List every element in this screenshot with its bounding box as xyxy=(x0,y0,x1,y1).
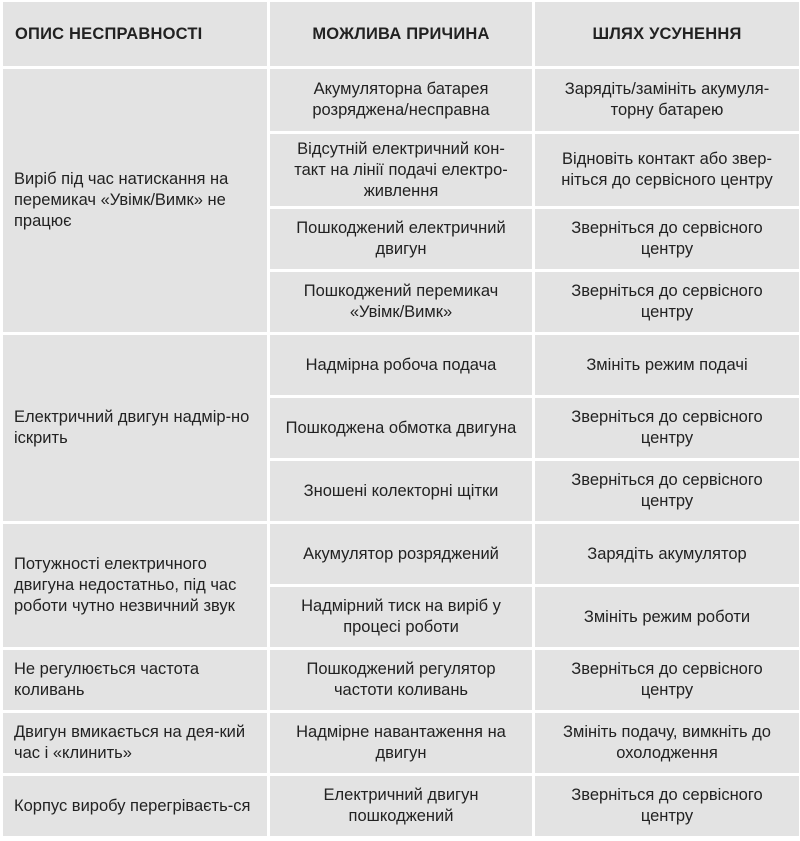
header-remedy: ШЛЯХ УСУНЕННЯ xyxy=(535,2,799,66)
table-row xyxy=(3,524,799,584)
possible-cause: Надмірна робоча подача xyxy=(270,335,532,395)
remedy: Зверніться до сервісного центру xyxy=(535,776,799,836)
remedy: Зарядіть акумулятор xyxy=(535,524,799,584)
possible-cause: Акумулятор розряджений xyxy=(270,524,532,584)
possible-cause: Електричний двигун пошкоджений xyxy=(270,776,532,836)
possible-cause: Надмірний тиск на виріб у процесі роботи xyxy=(270,587,532,647)
remedy: Зарядіть/замініть акумуля-торну батарею xyxy=(535,69,799,131)
table-row xyxy=(3,69,799,131)
remedy: Змініть режим роботи xyxy=(535,587,799,647)
fault-description: Електричний двигун надмір-но іскрить xyxy=(3,335,267,521)
table-row xyxy=(3,776,799,836)
table-row xyxy=(3,335,799,395)
header-description: ОПИС НЕСПРАВНОСТІ xyxy=(3,2,267,66)
fault-description: Корпус виробу перегріваєть-ся xyxy=(3,776,267,836)
table-row xyxy=(3,713,799,773)
remedy: Відновіть контакт або звер-ніться до сервісного центру xyxy=(535,134,799,206)
remedy: Зверніться до сервісного центру xyxy=(535,461,799,521)
remedy: Змініть подачу, вимкніть до охолодження xyxy=(535,713,799,773)
possible-cause: Відсутній електричний кон-такт на лінії подачі електро-живлення xyxy=(270,134,532,206)
header-row xyxy=(3,2,799,66)
possible-cause: Пошкоджений регулятор частоти коливань xyxy=(270,650,532,710)
fault-description: Виріб під час натискання на перемикач «Увімк/Вимк» не працює xyxy=(3,69,267,332)
fault-description: Потужності електричного двигуна недостатньо, під час роботи чутно незвичний звук xyxy=(3,524,267,647)
remedy: Зверніться до сервісного центру xyxy=(535,272,799,332)
remedy: Зверніться до сервісного центру xyxy=(535,398,799,458)
fault-description: Двигун вмикається на дея-кий час і «клинить» xyxy=(3,713,267,773)
header-cause: МОЖЛИВА ПРИЧИНА xyxy=(270,2,532,66)
remedy: Зверніться до сервісного центру xyxy=(535,650,799,710)
table-row xyxy=(3,650,799,710)
possible-cause: Акумуляторна батарея розряджена/несправна xyxy=(270,69,532,131)
remedy: Зверніться до сервісного центру xyxy=(535,209,799,269)
possible-cause: Пошкоджений електричний двигун xyxy=(270,209,532,269)
possible-cause: Пошкоджений перемикач «Увімк/Вимк» xyxy=(270,272,532,332)
possible-cause: Пошкоджена обмотка двигуна xyxy=(270,398,532,458)
possible-cause: Зношені колекторні щітки xyxy=(270,461,532,521)
possible-cause: Надмірне навантаження на двигун xyxy=(270,713,532,773)
fault-description: Не регулюється частота коливань xyxy=(3,650,267,710)
remedy: Змініть режим подачі xyxy=(535,335,799,395)
